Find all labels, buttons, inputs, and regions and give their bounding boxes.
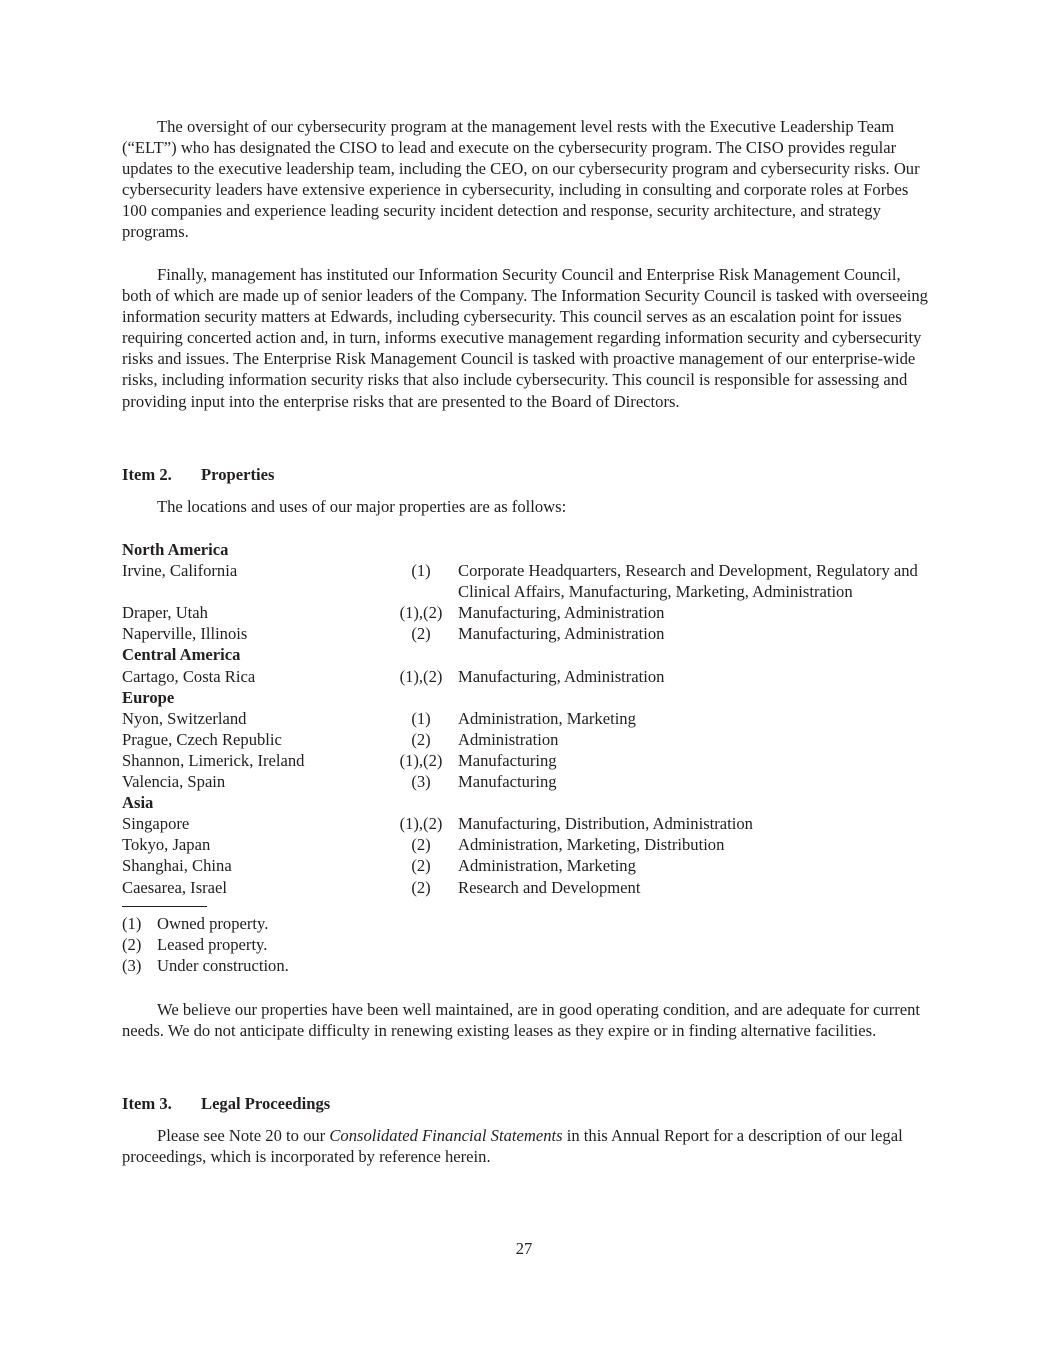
properties-closing-paragraph: We believe our properties have been well maintained, are in good operating condition, and are adequate for current needs. We do not anticipate difficulty in renewing existing leases as they expire or in finding alternative facilities. [122, 1000, 921, 1041]
footnote [122, 913, 289, 934]
footnotes [122, 913, 289, 976]
region-row [122, 792, 928, 813]
property-uses: Manufacturing, Administration [458, 624, 665, 644]
property-ownership: (1),(2) [399, 666, 443, 686]
property-row [122, 750, 928, 771]
footnote-text: Under construction. [157, 956, 289, 976]
region-row [122, 644, 928, 665]
property-uses: Research and Development [458, 877, 641, 897]
property-row [122, 877, 928, 898]
property-location: Naperville, Illinois [122, 624, 248, 644]
item-3-heading [122, 1093, 330, 1114]
property-row [122, 834, 928, 855]
legal-proceedings-paragraph [122, 1125, 928, 1167]
property-row [122, 602, 928, 623]
property-ownership: (2) [411, 856, 431, 876]
page-number: 27 [515, 1239, 533, 1258]
legal-text-after: in this Annual Report for a description of our legal proceedings, which is incorporated by reference herein. [122, 1126, 903, 1167]
property-location: Prague, Czech Republic [122, 729, 282, 749]
property-row [122, 729, 928, 750]
region-name: Asia [122, 793, 154, 813]
property-ownership: (2) [411, 835, 431, 855]
property-ownership: (3) [411, 772, 431, 792]
property-uses: Manufacturing [458, 772, 557, 792]
property-ownership: (1),(2) [399, 750, 443, 770]
property-location: Valencia, Spain [122, 772, 226, 792]
footnote [122, 934, 289, 955]
property-location: Draper, Utah [122, 603, 208, 623]
region-row [122, 539, 928, 560]
financial-statements-reference: Consolidated Financial Statements [329, 1126, 563, 1145]
property-ownership: (2) [411, 729, 431, 749]
property-row [122, 666, 928, 687]
property-location: Shanghai, China [122, 856, 232, 876]
item-2-heading [122, 464, 274, 485]
property-uses: Administration, Marketing [458, 708, 636, 728]
region-name: Central America [122, 645, 241, 665]
paragraph-security-councils: Finally, management has instituted our Information Security Council and Enterprise Risk Management Council, both of which are made up of senior leaders of the Company. The Information Security Council is tasked with overseeing information security matters at Edwards, including cybersecurity. This council serves as an escalation point for issues requiring concerted action and, in turn, informs executive management regarding information security and cybersecurity risks and issues. The Enterprise Risk Management Council is tasked with proactive management of our enterprise-wide risks, including information security risks that also include cybersecurity. This council is responsible for assessing and providing input into the enterprise risks that are presented to the Board of Directors. [122, 265, 928, 411]
property-location: Cartago, Costa Rica [122, 666, 256, 686]
property-uses: Administration, Marketing, Distribution [458, 835, 725, 855]
item-3-title: Legal Proceedings [201, 1094, 331, 1113]
property-ownership: (1),(2) [399, 814, 443, 834]
footnote-text: Owned property. [157, 914, 269, 933]
property-uses: Manufacturing [458, 750, 557, 770]
property-location: Singapore [122, 814, 190, 834]
property-ownership: (1),(2) [399, 603, 443, 623]
property-uses: Manufacturing, Administration [458, 666, 665, 686]
property-row [122, 813, 928, 834]
property-row [122, 560, 928, 602]
property-ownership: (1) [411, 561, 431, 581]
item-2-title: Properties [201, 465, 275, 484]
property-row [122, 771, 928, 792]
footnote-text: Leased property. [157, 935, 268, 955]
region-row [122, 687, 928, 708]
property-location: Nyon, Switzerland [122, 708, 247, 728]
property-uses: Administration, Marketing [458, 856, 636, 876]
region-name: North America [122, 540, 229, 559]
property-uses: Manufacturing, Distribution, Administration [458, 814, 753, 834]
property-uses: Manufacturing, Administration [458, 603, 665, 623]
footnote-marker: (1) [122, 914, 142, 933]
property-location: Shannon, Limerick, Ireland [122, 750, 305, 770]
region-name: Europe [122, 687, 175, 707]
item-2-number: Item 2. [122, 465, 172, 484]
property-row [122, 708, 928, 729]
footnote-marker: (3) [122, 956, 142, 976]
footnote-marker: (2) [122, 935, 142, 955]
item-3-number: Item 3. [122, 1094, 172, 1113]
property-uses: Corporate Headquarters, Research and Development, Regulatory and Clinical Affairs, Manufacturing, Marketing, Administration [458, 561, 918, 602]
footnote [122, 955, 289, 976]
legal-text-before: Please see Note 20 to our [157, 1126, 330, 1145]
property-location: Irvine, California [122, 561, 238, 581]
property-row [122, 623, 928, 644]
properties-intro: The locations and uses of our major properties are as follows: [157, 497, 567, 516]
properties-table [122, 539, 928, 898]
property-uses: Administration [458, 729, 559, 749]
property-row [122, 855, 928, 876]
property-location: Tokyo, Japan [122, 835, 211, 855]
property-location: Caesarea, Israel [122, 877, 228, 897]
footnote-divider [122, 906, 207, 907]
property-ownership: (2) [411, 877, 431, 897]
property-ownership: (2) [411, 624, 431, 644]
property-ownership: (1) [411, 708, 431, 728]
paragraph-management-oversight: The oversight of our cybersecurity program at the management level rests with the Executive Leadership Team (“ELT”) who has designated the CISO to lead and execute on the cybersecurity program. The CISO provides regular updates to the executive leadership team, including the CEO, on our cybersecurity program and cybersecurity risks. Our cybersecurity leaders have extensive experience in cybersecurity, including in consulting and corporate roles at Forbes 100 companies and experience leading security incident detection and response, security architecture, and strategy programs. [122, 117, 920, 242]
